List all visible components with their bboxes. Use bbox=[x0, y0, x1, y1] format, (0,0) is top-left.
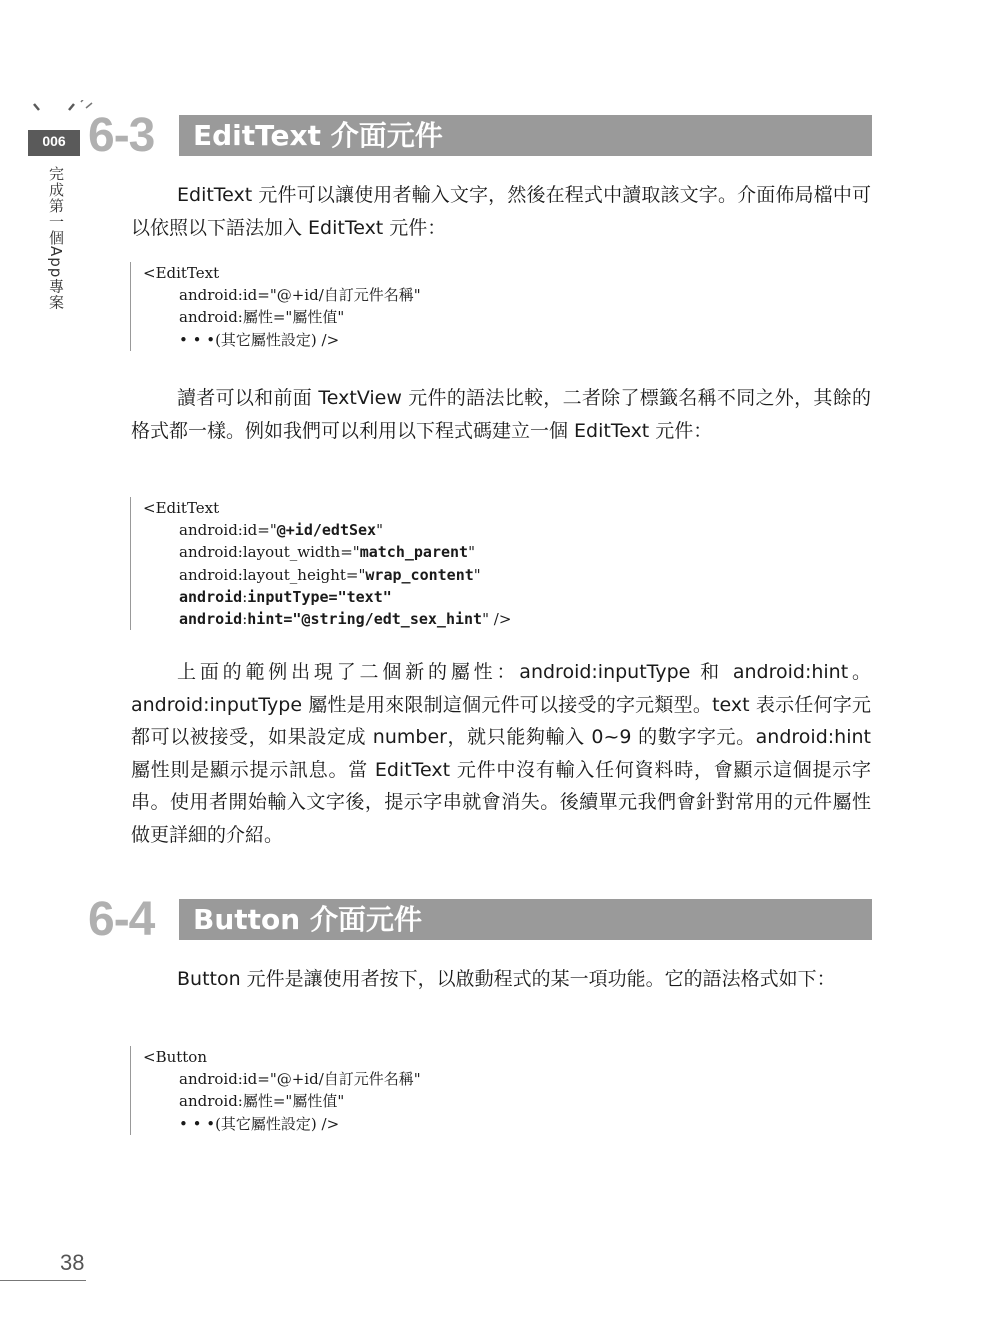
page-number-rule bbox=[0, 1280, 86, 1281]
chapter-vertical-title: 完成第一個App專案 bbox=[47, 166, 65, 311]
code-line: android:id="@+id/自訂元件名稱" bbox=[179, 1070, 421, 1089]
code-line: <EditText bbox=[143, 499, 220, 517]
code-line: android:id="@+id/edtSex" bbox=[179, 521, 383, 540]
paragraph: 上面的範例出現了二個新的屬性：android:inputType 和 android:hint。android:inputType 屬性是用來限制這個元件可以接受的字元類型。text 表示任何字元都可以被接受，如果設定成 number，就只能夠輸入 0~9 的數字字元。android:hint 屬性則是顯示提示訊息。當 EditText 元件中沒有輸入任何資料時，會顯示這個提示字串。使用者開始輸入文字後，提示字串就會消失。後續單元我們會針對常用的元件屬性做更詳細的介紹。 bbox=[131, 661, 871, 846]
paragraph: 讀者可以和前面 TextView 元件的語法比較，二者除了標籤名稱不同之外，其餘的格式都一樣。例如我們可以利用以下程式碼建立一個 EditText 元件： bbox=[131, 387, 871, 442]
chapter-number: 006 bbox=[42, 133, 66, 149]
chapter-badge bbox=[26, 100, 82, 156]
section-number: 6-3 bbox=[88, 109, 155, 162]
code-block bbox=[130, 497, 511, 630]
page-number: 38 bbox=[60, 1250, 85, 1275]
code-line: android:屬性="屬性值" bbox=[179, 1092, 345, 1111]
code-block bbox=[130, 1046, 421, 1135]
code-line: android:id="@+id/自訂元件名稱" bbox=[179, 286, 421, 305]
code-line: • • •(其它屬性設定) /> bbox=[179, 1114, 340, 1133]
android-head-icon bbox=[26, 100, 96, 160]
code-line: • • •(其它屬性設定) /> bbox=[179, 330, 340, 349]
paragraph: EditText 元件可以讓使用者輸入文字，然後在程式中讀取該文字。介面佈局檔中可以依照以下語法加入 EditText 元件： bbox=[131, 184, 871, 239]
paragraph: Button 元件是讓使用者按下，以啟動程式的某一項功能。它的語法格式如下： bbox=[177, 968, 836, 990]
code-line: android:layout_height="wrap_content" bbox=[179, 565, 481, 584]
section-title-bar bbox=[179, 115, 872, 156]
code-line: android:inputType="text" bbox=[179, 587, 392, 606]
code-line: android:屬性="屬性值" bbox=[179, 308, 345, 327]
code-line: android:layout_width="match_parent" bbox=[179, 543, 475, 562]
code-line: <EditText bbox=[143, 264, 220, 282]
code-block bbox=[130, 262, 421, 351]
code-line: <Button bbox=[143, 1048, 207, 1066]
section-number: 6-4 bbox=[88, 893, 155, 946]
section-title: Button 介面元件 bbox=[193, 903, 422, 936]
code-line: android:hint="@string/edt_sex_hint" /> bbox=[179, 610, 512, 629]
section-title: EditText 介面元件 bbox=[193, 119, 443, 152]
section-title-bar bbox=[179, 899, 872, 940]
